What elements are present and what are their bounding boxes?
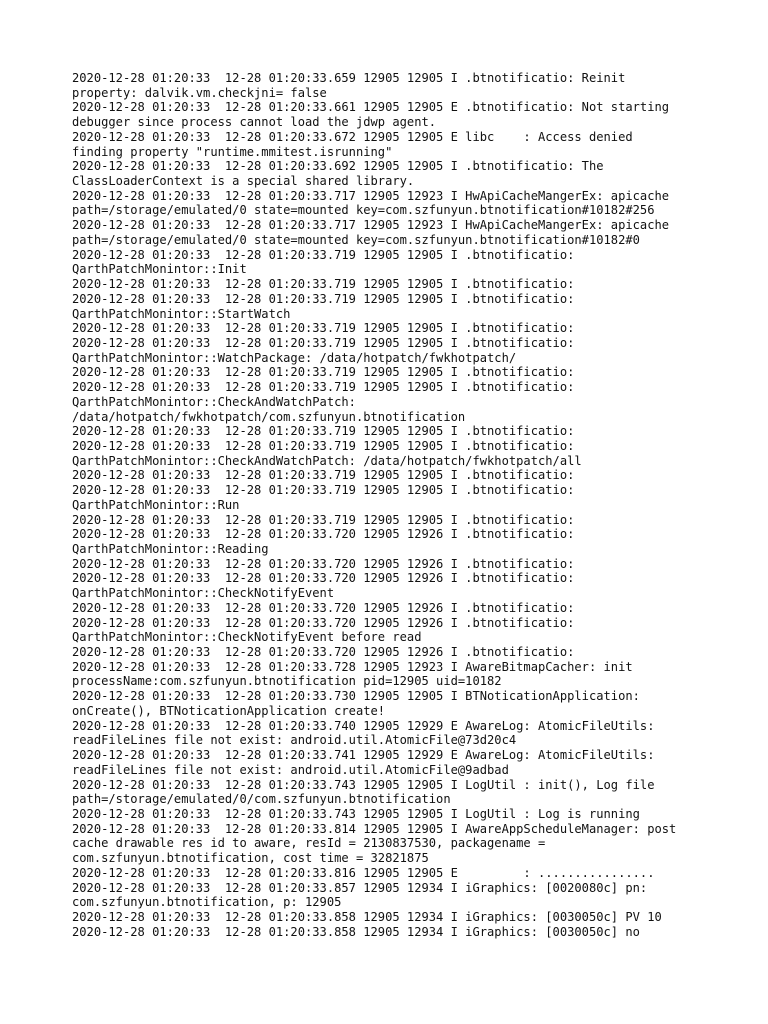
log-line: 2020-12-28 01:20:33 12-28 01:20:33.728 12905 12923 I AwareBitmapCacher: init	[72, 659, 633, 674]
log-line: 2020-12-28 01:20:33 12-28 01:20:33.720 12905 12926 I .btnotificatio:	[72, 556, 575, 571]
log-line: QarthPatchMonintor::Init	[72, 262, 247, 277]
log-line: cache drawable res id to aware, resId = 2130837530, packagename =	[72, 836, 546, 851]
log-line: 2020-12-28 01:20:33 12-28 01:20:33.814 12905 12905 I AwareAppScheduleManager: post	[72, 821, 677, 836]
log-line: 2020-12-28 01:20:33 12-28 01:20:33.816 12905 12905 E : ................	[72, 865, 655, 880]
log-line: 2020-12-28 01:20:33 12-28 01:20:33.857 12905 12934 I iGraphics: [0020080c] pn:	[72, 880, 648, 895]
log-line: 2020-12-28 01:20:33 12-28 01:20:33.730 12905 12905 I BTNoticationApplication:	[72, 689, 640, 704]
log-line: QarthPatchMonintor::CheckNotifyEvent	[72, 586, 335, 601]
log-line: 2020-12-28 01:20:33 12-28 01:20:33.692 12905 12905 I .btnotificatio: The	[72, 159, 604, 174]
log-line: 2020-12-28 01:20:33 12-28 01:20:33.720 12905 12926 I .btnotificatio:	[72, 600, 575, 615]
log-line: 2020-12-28 01:20:33 12-28 01:20:33.743 12905 12905 I LogUtil : Log is running	[72, 806, 640, 821]
log-line: finding property "runtime.mmitest.isrunning"	[72, 144, 393, 159]
log-line: path=/storage/emulated/0/com.szfunyun.btnotification	[72, 792, 451, 807]
log-line: 2020-12-28 01:20:33 12-28 01:20:33.719 12905 12905 I .btnotificatio:	[72, 438, 575, 453]
log-line: 2020-12-28 01:20:33 12-28 01:20:33.858 12905 12934 I iGraphics: [0030050c] PV 10	[72, 909, 662, 924]
log-line: path=/storage/emulated/0 state=mounted key=com.szfunyun.btnotification#10182#256	[72, 203, 655, 218]
log-line: 2020-12-28 01:20:33 12-28 01:20:33.858 12905 12934 I iGraphics: [0030050c] no	[72, 924, 640, 939]
log-line: QarthPatchMonintor::StartWatch	[72, 306, 291, 321]
log-line: 2020-12-28 01:20:33 12-28 01:20:33.720 12905 12926 I .btnotificatio:	[72, 527, 575, 542]
log-line: QarthPatchMonintor::Reading	[72, 542, 269, 556]
log-line: QarthPatchMonintor::Run	[72, 497, 240, 512]
log-line: 2020-12-28 01:20:33 12-28 01:20:33.741 12905 12929 E AwareLog: AtomicFileUtils:	[72, 748, 655, 763]
log-line: readFileLines file not exist: android.util.AtomicFile@9adbad	[72, 762, 509, 777]
log-line: 2020-12-28 01:20:33 12-28 01:20:33.719 12905 12905 I .btnotificatio:	[72, 291, 575, 306]
log-line: 2020-12-28 01:20:33 12-28 01:20:33.661 12905 12905 E .btnotificatio: Not starting	[72, 100, 670, 115]
log-line: 2020-12-28 01:20:33 12-28 01:20:33.719 12905 12905 I .btnotificatio:	[72, 424, 575, 439]
log-line: readFileLines file not exist: android.util.AtomicFile@73d20c4	[72, 733, 517, 748]
log-line: 2020-12-28 01:20:33 12-28 01:20:33.719 12905 12905 I .btnotificatio:	[72, 321, 575, 336]
log-line: debugger since process cannot load the jdwp agent.	[72, 115, 437, 130]
log-line: ClassLoaderContext is a special shared library.	[72, 174, 415, 189]
log-line: /data/hotpatch/fwkhotpatch/com.szfunyun.btnotification	[72, 409, 466, 424]
log-line: onCreate(), BTNoticationApplication create!	[72, 703, 386, 718]
log-document	[72, 71, 712, 939]
log-line: QarthPatchMonintor::CheckAndWatchPatch:	[72, 394, 356, 409]
log-line: 2020-12-28 01:20:33 12-28 01:20:33.720 12905 12926 I .btnotificatio:	[72, 615, 575, 630]
log-line: processName:com.szfunyun.btnotification pid=12905 uid=10182	[72, 674, 502, 689]
log-line: 2020-12-28 01:20:33 12-28 01:20:33.720 12905 12926 I .btnotificatio:	[72, 645, 575, 660]
log-line: 2020-12-28 01:20:33 12-28 01:20:33.719 12905 12905 I .btnotificatio:	[72, 468, 575, 483]
log-line: 2020-12-28 01:20:33 12-28 01:20:33.717 12905 12923 I HwApiCacheMangerEx: apicache	[72, 218, 670, 233]
log-line: 2020-12-28 01:20:33 12-28 01:20:33.672 12905 12905 E libc : Access denied	[72, 129, 633, 144]
log-line: 2020-12-28 01:20:33 12-28 01:20:33.719 12905 12905 I .btnotificatio:	[72, 335, 575, 350]
log-line: property: dalvik.vm.checkjni= false	[72, 85, 327, 100]
log-line: 2020-12-28 01:20:33 12-28 01:20:33.719 12905 12905 I .btnotificatio:	[72, 483, 575, 498]
log-line: 2020-12-28 01:20:33 12-28 01:20:33.717 12905 12923 I HwApiCacheMangerEx: apicache	[72, 188, 670, 203]
log-line: 2020-12-28 01:20:33 12-28 01:20:33.719 12905 12905 I .btnotificatio:	[72, 380, 575, 395]
log-line: 2020-12-28 01:20:33 12-28 01:20:33.719 12905 12905 I .btnotificatio:	[72, 277, 575, 292]
log-line: path=/storage/emulated/0 state=mounted key=com.szfunyun.btnotification#10182#0	[72, 232, 640, 247]
log-line: QarthPatchMonintor::CheckAndWatchPatch: /data/hotpatch/fwkhotpatch/all	[72, 453, 582, 468]
log-line: QarthPatchMonintor::WatchPackage: /data/hotpatch/fwkhotpatch/	[72, 350, 517, 365]
log-line: 2020-12-28 01:20:33 12-28 01:20:33.720 12905 12926 I .btnotificatio:	[72, 571, 575, 586]
log-line: QarthPatchMonintor::CheckNotifyEvent before read	[72, 630, 422, 645]
log-line: 2020-12-28 01:20:33 12-28 01:20:33.719 12905 12905 I .btnotificatio:	[72, 512, 575, 527]
log-line: 2020-12-28 01:20:33 12-28 01:20:33.659 12905 12905 I .btnotificatio: Reinit	[72, 71, 626, 85]
log-line: 2020-12-28 01:20:33 12-28 01:20:33.743 12905 12905 I LogUtil : init(), Log file	[72, 777, 655, 792]
log-line: 2020-12-28 01:20:33 12-28 01:20:33.740 12905 12929 E AwareLog: AtomicFileUtils:	[72, 718, 655, 733]
log-line: com.szfunyun.btnotification, p: 12905	[72, 895, 342, 910]
log-line: 2020-12-28 01:20:33 12-28 01:20:33.719 12905 12905 I .btnotificatio:	[72, 247, 575, 262]
log-line: 2020-12-28 01:20:33 12-28 01:20:33.719 12905 12905 I .btnotificatio:	[72, 365, 575, 380]
log-line: com.szfunyun.btnotification, cost time = 32821875	[72, 851, 429, 866]
